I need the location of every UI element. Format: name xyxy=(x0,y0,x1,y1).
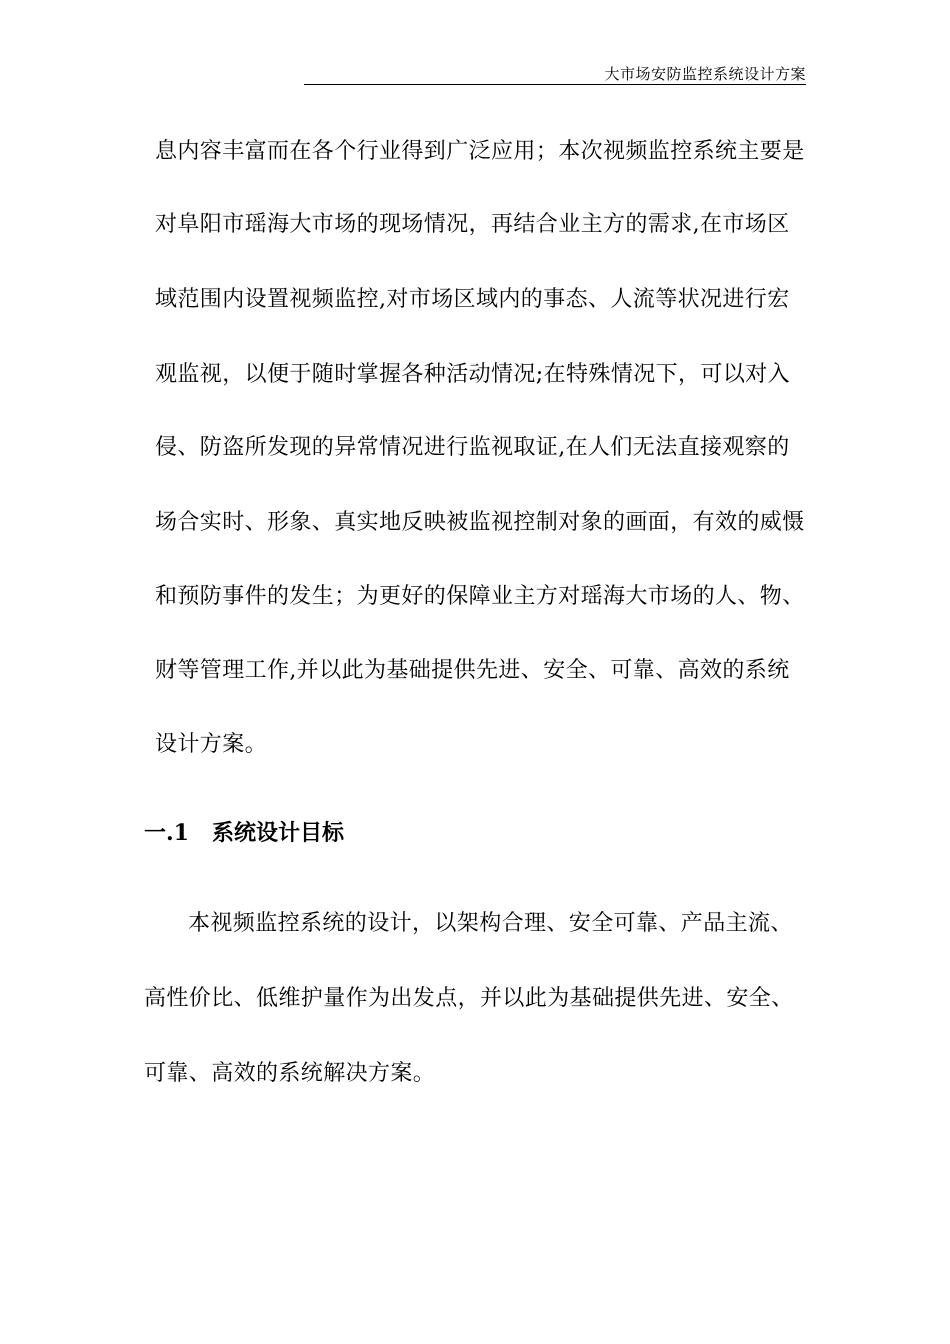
section-heading xyxy=(144,818,344,849)
paragraph-line: 侵、防盗所发现的异常情况进行监视取证,在人们无法直接观察的 xyxy=(155,435,790,460)
paragraph-line: 观监视，以便于随时掌握各种活动情况;在特殊情况下，可以对入 xyxy=(155,362,791,387)
page-header xyxy=(304,64,806,85)
header-title: 大市场安防监控系统设计方案 xyxy=(604,65,806,83)
paragraph-line: 高性价比、低维护量作为出发点，并以此为基础提供先进、安全、 xyxy=(144,986,794,1011)
section-number: 一.1 xyxy=(144,820,189,846)
paragraph-line: 域范围内设置视频监控,对市场区域内的事态、人流等状况进行宏 xyxy=(155,287,790,312)
paragraph-line: 可靠、高效的系统解决方案。 xyxy=(144,1061,436,1086)
paragraph-line: 息内容丰富而在各个行业得到广泛应用；本次视频监控系统主要是 xyxy=(155,139,805,164)
section-title: 系统设计目标 xyxy=(212,821,345,846)
paragraph-line: 场合实时、形象、真实地反映被监视控制对象的画面，有效的威慑 xyxy=(155,510,805,535)
paragraph-line: 设计方案。 xyxy=(155,732,268,757)
paragraph-line: 对阜阳市瑶海大市场的现场情况，再结合业主方的需求,在市场区 xyxy=(155,212,790,237)
paragraph-line: 和预防事件的发生；为更好的保障业主方对瑶海大市场的人、物、 xyxy=(155,584,805,609)
paragraph-line: 本视频监控系统的设计，以架构合理、安全可靠、产品主流、 xyxy=(188,911,793,936)
paragraph-line: 财等管理工作,并以此为基础提供先进、安全、可靠、高效的系统 xyxy=(155,658,790,683)
